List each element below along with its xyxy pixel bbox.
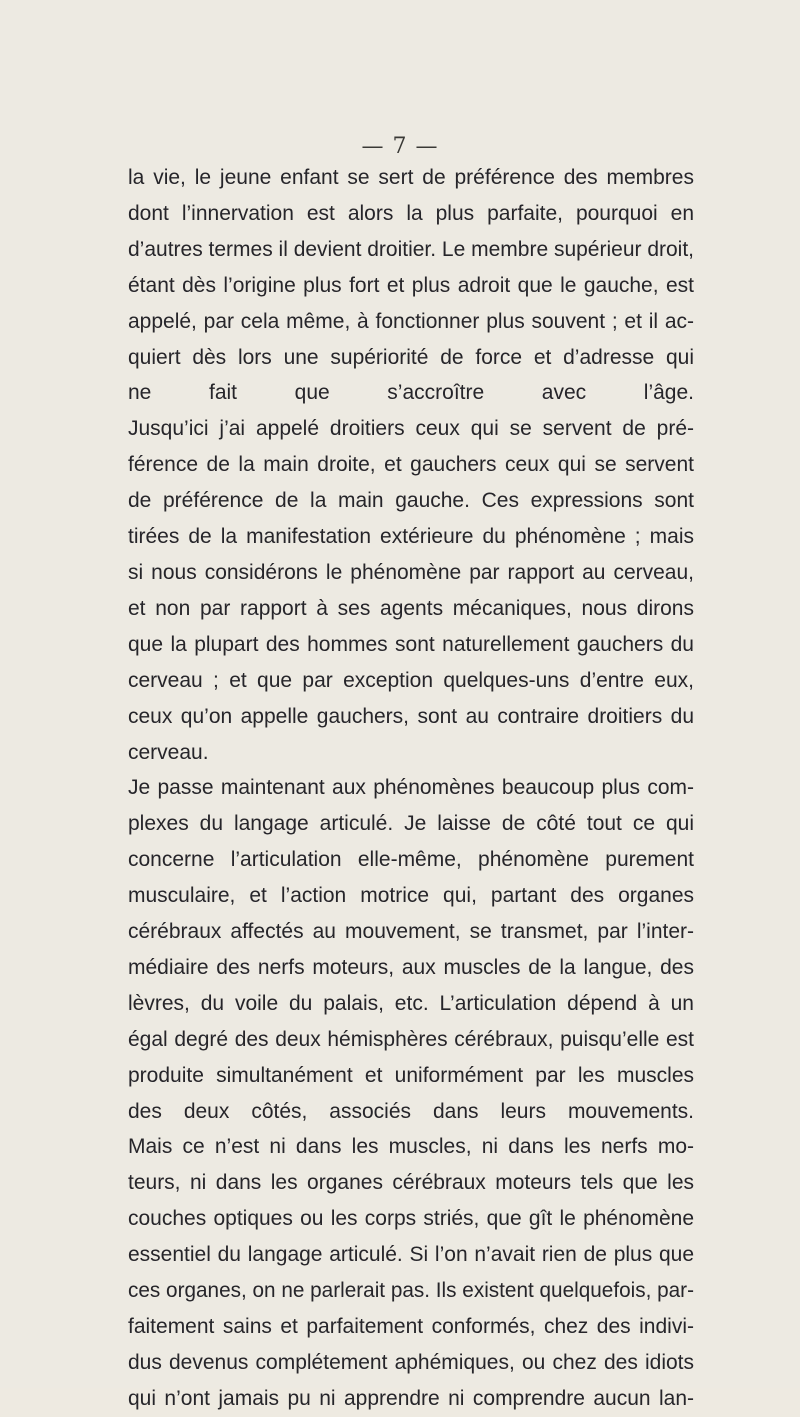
text-line: couches optiques ou les corps striés, que gît le phénomène	[128, 1207, 694, 1231]
paragraph-1	[128, 160, 694, 411]
body-text	[128, 160, 694, 1417]
text-line: essentiel du langage articulé. Si l’on n’avait rien de plus que	[128, 1243, 694, 1267]
text-line: cerveau.	[128, 740, 209, 764]
text-line: et non par rapport à ses agents mécaniques, nous dirons	[128, 596, 694, 620]
text-line: teurs, ni dans les organes cérébraux moteurs tels que les	[128, 1171, 694, 1195]
page-number: — 7 —	[361, 134, 439, 159]
text-line: des deux côtés, associés dans leurs mouvements.	[128, 1099, 694, 1123]
text-line: Je passe maintenant aux phénomènes beaucoup plus com-	[128, 776, 694, 800]
text-line: ces organes, on ne parlerait pas. Ils existent quelquefois, par-	[128, 1279, 694, 1303]
text-line: concerne l’articulation elle-même, phénomène purement	[128, 848, 694, 872]
text-line: de préférence de la main gauche. Ces expressions sont	[128, 489, 694, 513]
text-line: dus devenus complétement aphémiques, ou chez des idiots	[128, 1350, 694, 1374]
text-line: Jusqu’ici j’ai appelé droitiers ceux qui se servent de pré-	[128, 417, 694, 441]
text-line: musculaire, et l’action motrice qui, partant des organes	[128, 884, 694, 908]
text-line: produite simultanément et uniformément par les muscles	[128, 1063, 694, 1087]
text-line: égal degré des deux hémisphères cérébraux, puisqu’elle est	[128, 1027, 694, 1051]
text-line: appelé, par cela même, à fonctionner plus souvent ; et il ac-	[128, 309, 694, 333]
text-line: la vie, le jeune enfant se sert de préférence des membres	[128, 166, 694, 189]
text-line: ceux qu’on appelle gauchers, sont au contraire droitiers du	[128, 704, 694, 728]
text-line: cérébraux affectés au mouvement, se transmet, par l’inter-	[128, 920, 694, 944]
text-line: si nous considérons le phénomène par rapport au cerveau,	[128, 560, 694, 584]
text-line: quiert dès lors une supériorité de force et d’adresse qui	[128, 345, 694, 369]
text-line: Mais ce n’est ni dans les muscles, ni dans les nerfs mo-	[128, 1135, 694, 1159]
text-line: tirées de la manifestation extérieure du phénomène ; mais	[128, 525, 694, 549]
paragraph-3	[128, 770, 694, 1129]
text-line: médiaire des nerfs moteurs, aux muscles de la langue, des	[128, 955, 694, 979]
text-line: qui n’ont jamais pu ni apprendre ni comprendre aucun lan-	[128, 1386, 694, 1410]
paragraph-2	[128, 411, 694, 770]
text-line: faitement sains et parfaitement conformés, chez des indivi-	[128, 1315, 694, 1338]
text-line: que la plupart des hommes sont naturellement gauchers du	[128, 632, 694, 656]
text-line: lèvres, du voile du palais, etc. L’articulation dépend à un	[128, 991, 694, 1015]
text-line: cerveau ; et que par exception quelques-uns d’entre eux,	[128, 668, 694, 692]
text-line: ne fait que s’accroître avec l’âge.	[128, 381, 694, 405]
text-line: étant dès l’origine plus fort et plus adroit que le gauche, est	[128, 273, 694, 297]
text-line: plexes du langage articulé. Je laisse de côté tout ce qui	[128, 812, 694, 836]
text-line: d’autres termes il devient droitier. Le membre supérieur droit,	[128, 237, 694, 261]
paragraph-4	[128, 1129, 694, 1416]
text-line: dont l’innervation est alors la plus parfaite, pourquoi en	[128, 201, 694, 225]
text-line: férence de la main droite, et gauchers ceux qui se servent	[128, 453, 694, 477]
